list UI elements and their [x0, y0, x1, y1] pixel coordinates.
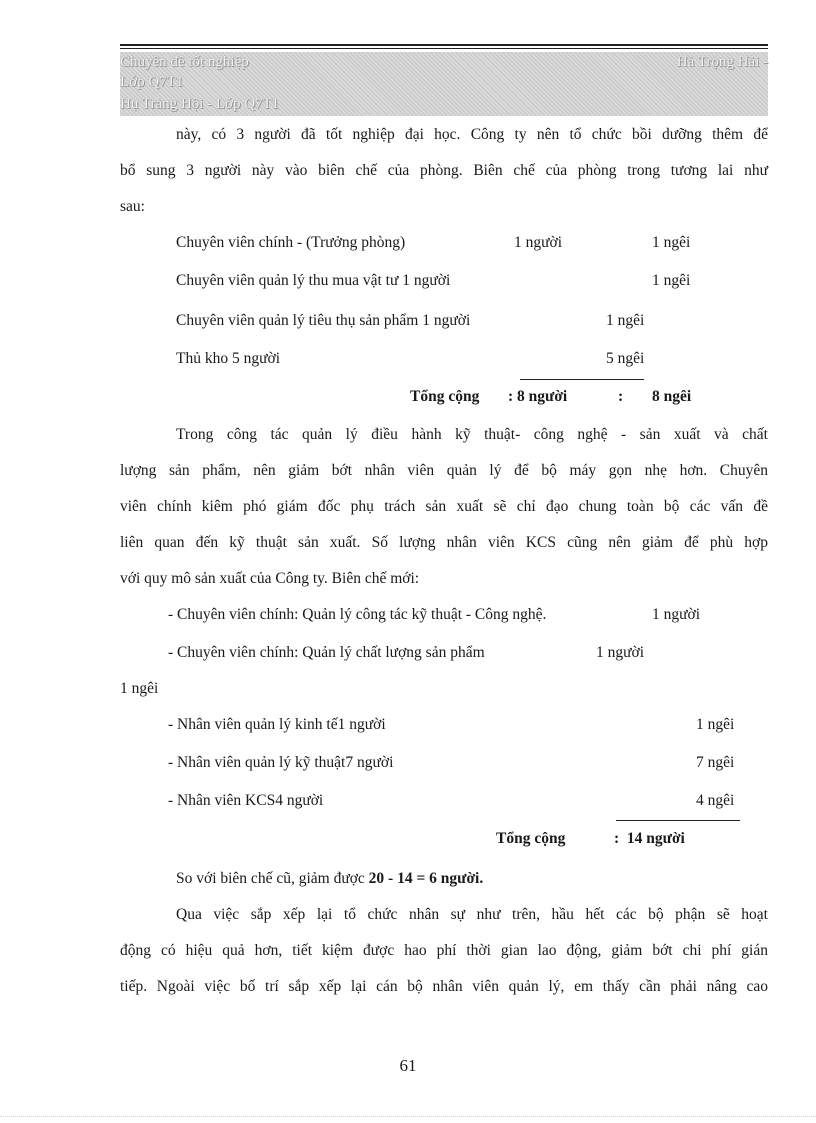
header-author-class: Hụ Tràng Hội - Lớp Q7T1	[120, 96, 280, 112]
list2-item-right: 1 người	[652, 606, 701, 623]
list2-item-right: 4 ngêi	[696, 792, 735, 809]
para2-line5: với quy mô sản xuất của Công ty. Biên chế mới:	[120, 570, 420, 587]
header-rule	[120, 44, 768, 46]
page-number: 61	[399, 1056, 417, 1075]
list2-item-wrap: 1 ngêi	[120, 680, 159, 697]
list2-item-label: - Nhân viên quản lý kinh tế1 người	[168, 716, 386, 733]
list1-item-label: Thủ kho 5 người	[176, 350, 280, 367]
list2-item-right: 7 ngêi	[696, 754, 735, 771]
total1-label: Tổng cộng	[410, 388, 480, 405]
total1-value: : 8 người	[508, 388, 568, 405]
list1-item-label: Chuyên viên chính - (Trưởng phòng)	[176, 234, 406, 251]
list1-item-right: 5 ngêi	[606, 350, 645, 367]
list2-item-label: - Nhân viên KCS4 người	[168, 792, 324, 809]
para1-line3: sau:	[120, 198, 145, 215]
para1-line2: bổ sung 3 người này vào biên chế của phòng. Biên chế của phòng trong tương lai như	[120, 162, 768, 179]
summary-line	[176, 870, 483, 888]
total1-right: 8 ngêi	[652, 388, 692, 405]
header-author: Hà Trọng Hải -	[676, 54, 768, 70]
total2-rule	[616, 820, 740, 821]
total2-label: Tổng cộng	[496, 830, 566, 847]
list1-item-right: 1 ngêi	[652, 272, 691, 289]
total2-value: : 14 người	[614, 830, 685, 847]
list1-item-mid: 1 người	[514, 234, 563, 251]
list2-item-label: - Chuyên viên chính: Quản lý công tác kỹ thuật - Công nghệ.	[168, 606, 547, 623]
list1-item-right: 1 ngêi	[652, 234, 691, 251]
summary-result: 20 - 14 = 6 người.	[368, 870, 484, 887]
list1-item-right: 1 ngêi	[606, 312, 645, 329]
para2-line1: Trong công tác quản lý điều hành kỹ thuật- công nghệ - sản xuất và chất	[176, 426, 768, 443]
para3-line3: tiếp. Ngoài việc bố trí sắp xếp lại cán bộ nhân viên quản lý, em thấy cần phải nâng cao	[120, 978, 768, 995]
header-title: Chuyên đề tốt nghiệp	[120, 54, 249, 70]
para2-line3: viên chính kiêm phó giám đốc phụ trách sản xuất sẽ chỉ đạo chung toàn bộ các vấn đề	[120, 498, 768, 515]
para3-line2: động có hiệu quả hơn, tiết kiệm được hao phí thời gian lao động, giảm bớt chi phí gián	[120, 942, 768, 959]
para1-line1: này, có 3 người đã tốt nghiệp đại học. Công ty nên tổ chức bồi dưỡng thêm để	[176, 126, 768, 143]
list2-item-right: 1 người	[596, 644, 645, 661]
list1-item-label: Chuyên viên quản lý thu mua vật tư 1 người	[176, 272, 451, 289]
summary-prefix: So với biên chế cũ, giảm được	[176, 870, 369, 887]
header-rule-secondary	[120, 48, 768, 49]
list2-item-label: - Chuyên viên chính: Quản lý chất lượng sản phẩm	[168, 644, 485, 661]
header-class: Lớp Q7T1	[120, 74, 184, 90]
total1-colon: :	[618, 388, 624, 405]
para2-line2: lượng sản phẩm, nên giảm bớt nhân viên quản lý để bộ máy gọn nhẹ hơn. Chuyên	[120, 462, 768, 479]
list2-item-label: - Nhân viên quản lý kỹ thuật7 người	[168, 754, 394, 771]
page-bottom-border	[0, 1116, 816, 1117]
total1-rule	[520, 379, 644, 380]
list1-item-label: Chuyên viên quản lý tiêu thụ sản phẩm 1 người	[176, 312, 471, 329]
para3-line1: Qua việc sắp xếp lại tổ chức nhân sự như trên, hầu hết các bộ phận sẽ hoạt	[176, 906, 768, 923]
para2-line4: liên quan đến kỹ thuật sản xuất. Số lượng nhân viên KCS cũng nên giảm để phù hợp	[120, 534, 768, 551]
running-header	[120, 52, 768, 116]
list2-item-right: 1 ngêi	[696, 716, 735, 733]
